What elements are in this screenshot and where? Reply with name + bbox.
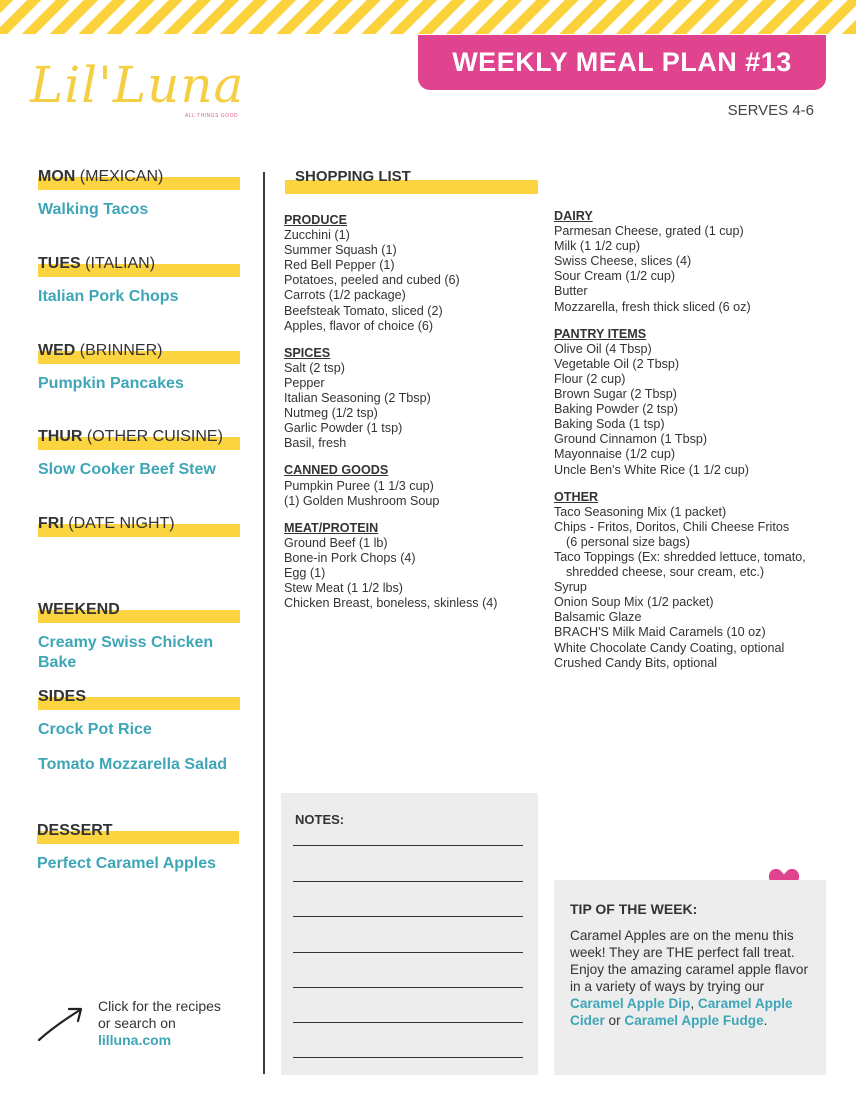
note-line bbox=[293, 952, 523, 953]
tip-title: TIP OF THE WEEK: bbox=[570, 901, 698, 917]
shopping-item: Carrots (1/2 package) bbox=[284, 288, 406, 303]
recipes-cta bbox=[98, 998, 221, 1049]
section-pantry: PANTRY ITEMS bbox=[554, 326, 647, 341]
shopping-item: Olive Oil (4 Tbsp) bbox=[554, 341, 652, 356]
section-produce: PRODUCE bbox=[284, 213, 347, 227]
link-caramel-apple-cider[interactable]: Caramel Apple Cider bbox=[570, 996, 793, 1028]
shopping-item: Ground Beef (1 lb) bbox=[284, 535, 388, 550]
section-meat-protein: MEAT/PROTEIN bbox=[284, 520, 379, 535]
cta-line-1: Click for the recipes bbox=[98, 998, 221, 1014]
meal-link-pumpkin-pancakes[interactable]: Pumpkin Pancakes bbox=[38, 375, 184, 392]
tip-of-the-week-box bbox=[554, 880, 826, 1075]
notes-box bbox=[281, 793, 538, 1075]
shopping-item: Chicken Breast, boneless, skinless (4) bbox=[284, 596, 498, 611]
day-heading: TUES (ITALIAN) bbox=[38, 255, 240, 277]
day-heading: THUR (OTHER CUISINE) bbox=[38, 428, 240, 450]
shopping-item: Parmesan Cheese, grated (1 cup) bbox=[554, 224, 744, 239]
cta-line-2: or search on bbox=[98, 1015, 176, 1031]
shopping-item: Mayonnaise (1/2 cup) bbox=[554, 447, 676, 462]
shopping-item: Chips - Fritos, Doritos, Chili Cheese Fritos bbox=[554, 519, 790, 534]
meal-link-italian-pork-chops[interactable]: Italian Pork Chops bbox=[38, 288, 179, 305]
shopping-item: Pepper bbox=[284, 375, 325, 390]
day-thur bbox=[38, 428, 240, 480]
pantry-list bbox=[554, 342, 806, 478]
day-heading: FRI (DATE NIGHT) bbox=[38, 515, 240, 537]
note-line bbox=[293, 881, 523, 882]
page-title: WEEKLY MEAL PLAN #13 bbox=[418, 35, 826, 90]
shopping-item: Italian Seasoning (2 Tbsp) bbox=[284, 391, 431, 406]
spices-list bbox=[284, 361, 498, 452]
shopping-item: Ground Cinnamon (1 Tbsp) bbox=[554, 432, 708, 447]
shopping-list-heading: SHOPPING LIST bbox=[285, 168, 538, 194]
meal-link-creamy-swiss-chicken-bake[interactable]: Creamy Swiss Chicken Bake bbox=[38, 634, 214, 671]
meal-link-perfect-caramel-apples[interactable]: Perfect Caramel Apples bbox=[37, 855, 217, 872]
day-heading: DESSERT bbox=[37, 822, 239, 844]
notes-label: NOTES: bbox=[295, 812, 345, 827]
day-sides bbox=[38, 688, 240, 775]
shopping-item: Butter bbox=[554, 284, 588, 299]
lilluna-link[interactable]: lilluna.com bbox=[98, 1032, 172, 1048]
day-heading: WEEKEND bbox=[38, 601, 240, 623]
shopping-item: Nutmeg (1/2 tsp) bbox=[284, 406, 378, 421]
note-line bbox=[293, 916, 523, 917]
meal-link-crock-pot-rice[interactable]: Crock Pot Rice bbox=[38, 721, 152, 738]
day-heading: SIDES bbox=[38, 688, 240, 710]
shopping-item: Potatoes, peeled and cubed (6) bbox=[284, 273, 460, 288]
shopping-item: Summer Squash (1) bbox=[284, 243, 397, 258]
shopping-item: Onion Soup Mix (1/2 packet) bbox=[554, 595, 714, 610]
day-weekend bbox=[38, 601, 240, 673]
shopping-item: Garlic Powder (1 tsp) bbox=[284, 421, 403, 436]
shopping-item: Baking Soda (1 tsp) bbox=[554, 417, 665, 432]
shopping-column-left bbox=[284, 213, 498, 611]
logo-tagline: ALL THINGS GOOD bbox=[185, 113, 239, 119]
shopping-item: Mozzarella, fresh thick sliced (6 oz) bbox=[554, 299, 751, 314]
striped-header-border bbox=[0, 0, 856, 34]
note-line bbox=[293, 845, 523, 846]
produce-list bbox=[284, 228, 498, 334]
shopping-item: Syrup bbox=[554, 580, 587, 595]
shopping-item: (6 personal size bags) bbox=[566, 534, 690, 549]
section-other: OTHER bbox=[554, 489, 599, 504]
day-heading: MON (MEXICAN) bbox=[38, 168, 240, 190]
shopping-item: Swiss Cheese, slices (4) bbox=[554, 254, 692, 269]
note-line bbox=[293, 987, 523, 988]
meat-list bbox=[284, 536, 498, 611]
shopping-item: Taco Toppings (Ex: shredded lettuce, tomato, bbox=[554, 549, 806, 564]
shopping-column-right bbox=[554, 209, 806, 671]
shopping-item: Taco Seasoning Mix (1 packet) bbox=[554, 504, 727, 519]
tip-body: Caramel Apples are on the menu this week! They are THE perfect fall treat. Enjoy the amazing caramel apple flavor in a variety of ways by trying our Caramel Apple Dip, Caramel Apple Cider or Caramel Apple Fudge. bbox=[570, 928, 809, 1028]
shopping-item: Sour Cream (1/2 cup) bbox=[554, 269, 676, 284]
link-caramel-apple-dip[interactable]: Caramel Apple Dip bbox=[570, 996, 691, 1011]
meal-link-slow-cooker-beef-stew[interactable]: Slow Cooker Beef Stew bbox=[38, 461, 216, 478]
shopping-item: Balsamic Glaze bbox=[554, 610, 642, 625]
day-mon bbox=[38, 168, 240, 220]
logo-text: Lil'Luna bbox=[30, 56, 245, 114]
serves-label: SERVES 4-6 bbox=[727, 102, 814, 119]
shopping-item: White Chocolate Candy Coating, optional bbox=[554, 640, 785, 655]
section-spices: SPICES bbox=[284, 345, 331, 360]
shopping-item: Red Bell Pepper (1) bbox=[284, 258, 395, 273]
shopping-item: Brown Sugar (2 Tbsp) bbox=[554, 387, 677, 402]
shopping-item: Zucchini (1) bbox=[284, 228, 350, 243]
shopping-item: Flour (2 cup) bbox=[554, 371, 626, 386]
note-line bbox=[293, 1022, 523, 1023]
shopping-item: Beefsteak Tomato, sliced (2) bbox=[284, 303, 443, 318]
meal-link-walking-tacos[interactable]: Walking Tacos bbox=[38, 201, 149, 218]
shopping-item: Basil, fresh bbox=[284, 436, 347, 451]
day-tues bbox=[38, 255, 240, 307]
section-canned-goods: CANNED GOODS bbox=[284, 463, 389, 478]
day-dessert bbox=[37, 822, 239, 874]
shopping-item: (1) Golden Mushroom Soup bbox=[284, 493, 440, 508]
shopping-item: Crushed Candy Bits, optional bbox=[554, 655, 718, 670]
section-dairy: DAIRY bbox=[554, 209, 593, 223]
note-line bbox=[293, 1057, 523, 1058]
day-wed bbox=[38, 342, 240, 394]
day-heading: WED (BRINNER) bbox=[38, 342, 240, 364]
link-caramel-apple-fudge[interactable]: Caramel Apple Fudge bbox=[624, 1013, 764, 1028]
shopping-item: shredded cheese, sour cream, etc.) bbox=[566, 565, 765, 580]
shopping-item: Stew Meat (1 1/2 lbs) bbox=[284, 581, 403, 596]
shopping-item: Bone-in Pork Chops (4) bbox=[284, 550, 416, 565]
shopping-item: Milk (1 1/2 cup) bbox=[554, 239, 641, 254]
shopping-item: Egg (1) bbox=[284, 565, 326, 580]
shopping-item: Apples, flavor of choice (6) bbox=[284, 318, 434, 333]
dairy-list bbox=[554, 224, 806, 315]
shopping-item: Pumpkin Puree (1 1/3 cup) bbox=[284, 478, 434, 493]
shopping-item: BRACH'S Milk Maid Caramels (10 oz) bbox=[554, 625, 766, 640]
day-fri bbox=[38, 515, 240, 537]
lil-luna-logo[interactable] bbox=[30, 56, 255, 136]
canned-list bbox=[284, 479, 498, 509]
shopping-item: Salt (2 tsp) bbox=[284, 360, 345, 375]
column-divider bbox=[263, 172, 265, 1074]
arrow-icon bbox=[36, 1002, 88, 1044]
meal-link-tomato-mozzarella-salad[interactable]: Tomato Mozzarella Salad bbox=[38, 756, 228, 773]
shopping-item: Uncle Ben's White Rice (1 1/2 cup) bbox=[554, 462, 749, 477]
shopping-item: Baking Powder (2 tsp) bbox=[554, 402, 678, 417]
shopping-item: Vegetable Oil (2 Tbsp) bbox=[554, 356, 680, 371]
other-list bbox=[554, 505, 806, 671]
